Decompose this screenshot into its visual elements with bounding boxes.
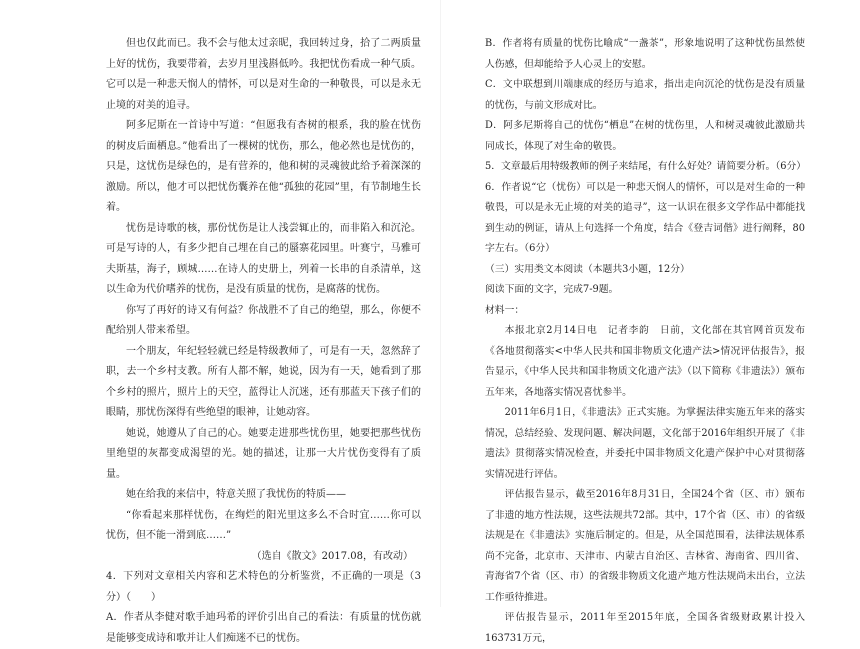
reading-instruction: 阅读下面的文字，完成7-9题。: [485, 284, 619, 295]
essay-paragraph: 阿多尼斯在一首诗中写道：“但愿我有杏树的根系，我的脸在忧伤的树皮后面栖息。”他看出了一棵树的忧伤，那么，他必然也是忧伤的，只是，这忧伤是绿色的，是有营养的，他和树的灵魂彼此给予着深深的激励。所以，他才可以把忧伤囊养在他“孤独的花园”里，有节制地生长着。: [106, 120, 421, 213]
essay-paragraph: 她在给我的来信中，特意关照了我忧伤的特质——: [126, 489, 346, 500]
essay-paragraph: 她说，她遵从了自己的心。她要走进那些忧伤里，她要把那些忧伤里绝望的灰都变成渴望的光。她的描述，让那一大片忧伤变得有了质量。: [106, 427, 421, 480]
page-fold-divider: [440, 0, 441, 607]
essay-paragraph: 但也仅此而已。我不会与他太过亲昵，我回转过身，拾了二两质量上好的忧伤，我要带着，去岁月里浅斟低吟。我把忧伤看成一种气质。它可以是一种悲天悯人的情怀，可以是对生命的一种敬畏，可以是永无止境的对美的追寻。: [106, 38, 421, 111]
essay-paragraph: 忧伤是诗歌的核，那份忧伤是让人浅尝辄止的，而非陷入和沉沦。可是写诗的人，有多少把自己埋在自己的蜃寨花园里。叶赛宁，马雅可夫斯基，海子，顾城……在诗人的史册上，列着一长串的自杀清单，这以生命为代价嗜养的忧伤，是没有质量的忧伤，是腐落的忧伤。: [106, 222, 421, 295]
essay-source: （选自《散文》2017.08，有改动）: [251, 550, 413, 562]
material-paragraph: 本报北京2月14日电 记者李韵 日前，文化部在其官网首页发布《各地贯彻落实<中华人民共和国非物质文化遗产法>情况评估报告》，报告显示，《中华人民共和国非物质文化遗产法》（以下简称《非遗法》）颁布五年来，各地落实情况喜忧参半。: [485, 325, 805, 398]
material-label: 材料一：: [485, 304, 525, 316]
material-paragraph: 2011年6月1日，《非遗法》正式实施。为掌握法律实施五年来的落实情况，总结经验、发现问题、解决问题，文化部于2016年组织开展了《非遗法》贯彻落实情况检查，并委托中国非物质文化遗产保护中心对贯彻落实情况进行评估。: [485, 407, 805, 480]
right-column: [485, 34, 805, 649]
essay-paragraph: “你看起来那样忧伤，在绚烂的阳光里这多么不合时宜……你可以忧伤，但不能一滑到底……”: [106, 509, 421, 541]
material-paragraph: 评估报告显示，2011年至2015年底，全国各省级财政累计投入163731万元，: [485, 612, 805, 644]
question-4: 4．下列对文章相关内容和艺术特色的分析鉴赏，不正确的一项是（3分）（ ）: [106, 571, 421, 603]
option-d: D．阿多尼斯将自己的忧伤“栖息”在树的忧伤里，人和树灵魂彼此激励共同成长，体现了对生命的敬畏。: [485, 120, 805, 152]
option-c: C．文中联想到川端康成的经历与追求，指出走向沉沦的忧伤是没有质量的忧伤，与前文形成对比。: [485, 79, 805, 111]
question-5: 5．文章最后用特级教师的例子来结尾，有什么好处？请简要分析。（6分）: [485, 161, 807, 172]
essay-paragraph: 你写了再好的诗又有何益？你战胜不了自己的绝望，那么，你便不配给别人带来希望。: [106, 304, 421, 336]
material-paragraph: 评估报告显示，截至2016年8月31日，全国24个省（区、市）颁布了非遗的地方性法规，这些法规共72部。其中，17个省（区、市）的省级法规是在《非遗法》实施后制定的。但是，从全国范围看，法律法规体系尚不完备，北京市、天津市、内蒙古自治区、吉林省、海南省、四川省、青海省7个省（区、市）的省级非物质文化遗产地方性法规尚未出台，立法工作亟待推进。: [485, 489, 805, 603]
section-title: （三）实用类文本阅读（本题共3小题，12分）: [485, 263, 690, 275]
option-a: A．作者从李健对歌手迪玛希的评价引出自己的看法：有质量的忧伤就是能够变成诗和歌并让人们痴迷不已的忧伤。: [106, 612, 421, 644]
left-column: [106, 34, 421, 649]
option-b: B．作者将有质量的忧伤比喻成“一盏茶”，形象地说明了这种忧伤虽然使人伤感，但却能给予人心灵上的安慰。: [485, 38, 805, 70]
essay-paragraph: 一个朋友，年纪轻轻就已经是特级教师了，可是有一天，忽然辞了职，去一个乡村支教。所有人都不解，她说，因为有一天，她看到了那个乡村的照片，照片上的天空，蓝得让人沉迷，还有那蓝天下孩子们的眼睛，那忧伤深得有些绝望的眼神，让她动容。: [106, 345, 421, 418]
question-6: 6．作者说“它（忧伤）可以是一种悲天悯人的情怀，可以是对生命的一种敬畏，可以是永无止境的对美的追寻”，这一认识在很多文学作品中都能找到生动的例证，请从上句选择一个角度，结合《登吉词偕》进行阐释，80字左右。（6分）: [485, 181, 805, 254]
